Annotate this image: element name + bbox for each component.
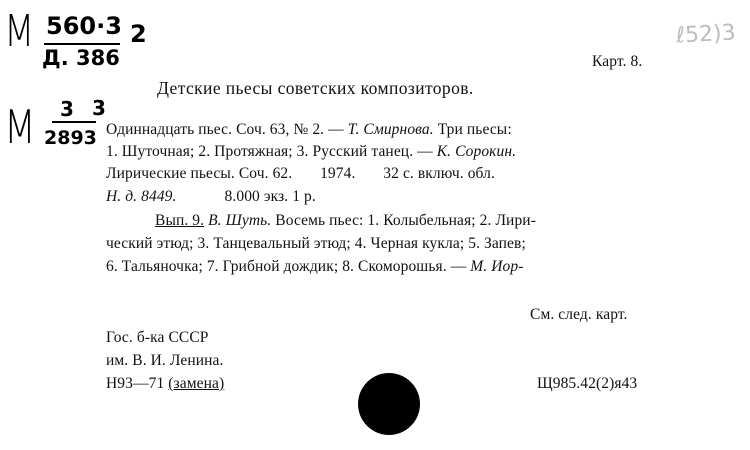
composer-sorokin: К. Сорокин.	[436, 143, 517, 160]
plate-number: Н. д. 8449.	[106, 188, 177, 205]
entry-line-1	[106, 121, 512, 139]
handwritten-m-mark-2: M	[4, 100, 36, 154]
composer-shut: В. Шуть.	[204, 212, 272, 229]
see-next-card: См. след. карт.	[530, 306, 628, 323]
replacement-note: (замена)	[168, 375, 225, 392]
library-code-line	[106, 375, 224, 393]
classification-index: Щ985.42(2)я43	[537, 375, 638, 392]
entry-line-6: ческий этюд; 3. Танцевальный этюд; 4. Черная кукла; 5. Запев;	[106, 235, 526, 252]
print-run: 8.000 экз. 1 р.	[224, 188, 316, 205]
entry-line-2-a: 1. Шуточная; 2. Протяжная; 3. Русский танец. —	[106, 143, 437, 160]
entry-line-7	[106, 258, 523, 276]
library-name-line-2: им. В. И. Ленина.	[106, 352, 224, 369]
entry-line-7-a: 6. Тальяночка; 7. Грибной дождик; 8. Скоморошья. —	[106, 258, 471, 275]
fraction-line-2	[52, 121, 96, 123]
library-code: Н93—71	[106, 375, 169, 392]
handwritten-m-mark-1: M	[4, 6, 35, 57]
composer-smirnova: Т. Смирнова.	[347, 121, 434, 138]
card-punch-hole	[358, 373, 420, 435]
entry-line-5	[155, 212, 536, 230]
card-title: Детские пьесы советских композиторов.	[157, 78, 474, 98]
entry-line-4	[106, 188, 316, 206]
handwritten-class-top-1: 560·3	[46, 12, 122, 40]
library-name-line-1: Гос. б-ка СССР	[106, 329, 209, 346]
handwritten-class-bottom-1: Д. 386	[42, 46, 120, 70]
handwritten-class-suffix-2: 3	[92, 96, 106, 120]
entry-line-2	[106, 143, 516, 161]
card-number: Карт. 8.	[592, 53, 643, 70]
composer-ior: М. Иор-	[470, 258, 524, 275]
entry-line-5-c: Восемь пьес: 1. Колыбельная; 2. Лири-	[271, 212, 536, 229]
entry-line-3: Лирические пьесы. Соч. 62. 1974. 32 с. включ. обл.	[106, 165, 495, 182]
entry-line-1-a: Одиннадцать пьес. Соч. 63, № 2. —	[106, 121, 348, 138]
handwritten-class-bottom-2: 2893	[44, 127, 97, 149]
entry-line-1-c: Три пьесы:	[433, 121, 512, 138]
handwritten-class-suffix-1: 2	[130, 20, 147, 48]
handwritten-class-top-2: 3	[60, 97, 74, 121]
issue-number: Вып. 9.	[155, 212, 205, 229]
faint-handwritten-stamp: ℓ52)3	[675, 20, 737, 49]
fraction-line-1	[44, 43, 120, 45]
